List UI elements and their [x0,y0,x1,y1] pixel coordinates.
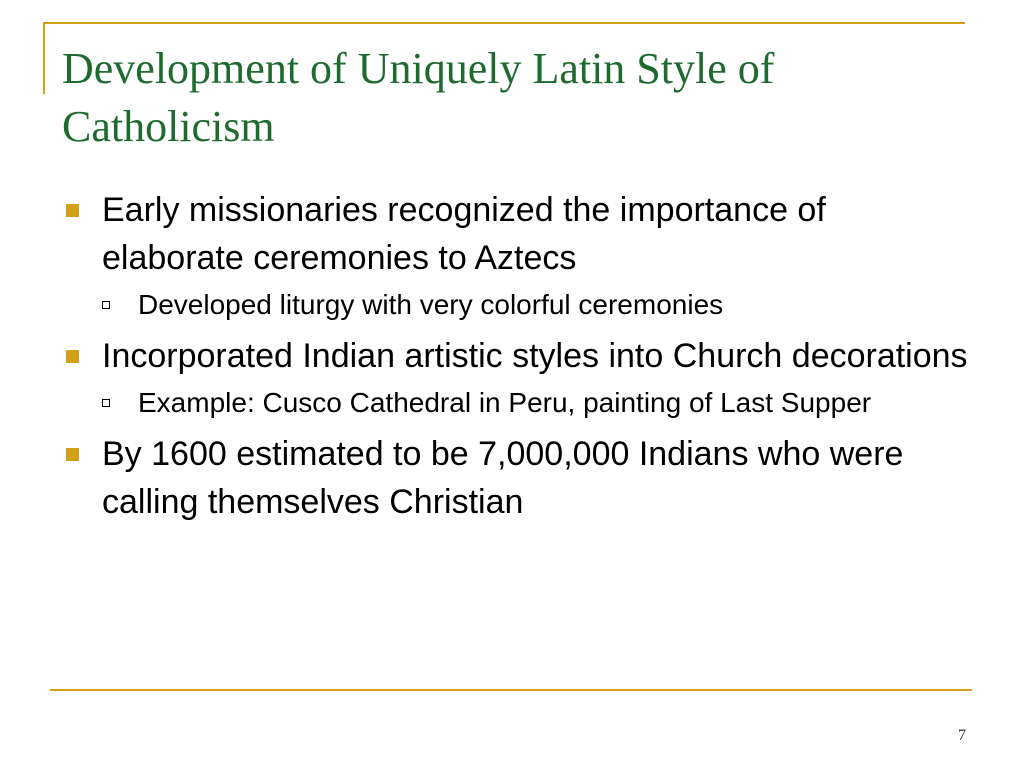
bottom-border-line [50,689,972,691]
sub-bullet-text: Example: Cusco Cathedral in Peru, painting of Last Supper [138,387,872,418]
left-border-line [43,22,45,94]
sub-bullet-text: Developed liturgy with very colorful ceremonies [138,289,724,320]
hollow-square-bullet-icon [102,399,110,407]
top-border-line [43,22,965,24]
bullet-text: Early missionaries recognized the importance of elaborate ceremonies to Aztecs [102,191,826,277]
square-bullet-icon [66,448,79,461]
bullet-text: By 1600 estimated to be 7,000,000 Indians who were calling themselves Christian [102,435,904,521]
bullet-item [62,186,972,282]
bullet-text: Incorporated Indian artistic styles into Church decorations [102,337,968,375]
hollow-square-bullet-icon [102,301,110,309]
page-number: 7 [958,727,966,744]
square-bullet-icon [66,204,79,217]
bullet-item [62,430,972,526]
sub-bullet-item [62,384,972,422]
square-bullet-icon [66,350,79,363]
sub-bullet-item [62,286,972,324]
bullet-item [62,332,972,380]
slide-title: Development of Uniquely Latin Style of Catholicism [62,44,775,151]
slide-content [62,186,972,530]
